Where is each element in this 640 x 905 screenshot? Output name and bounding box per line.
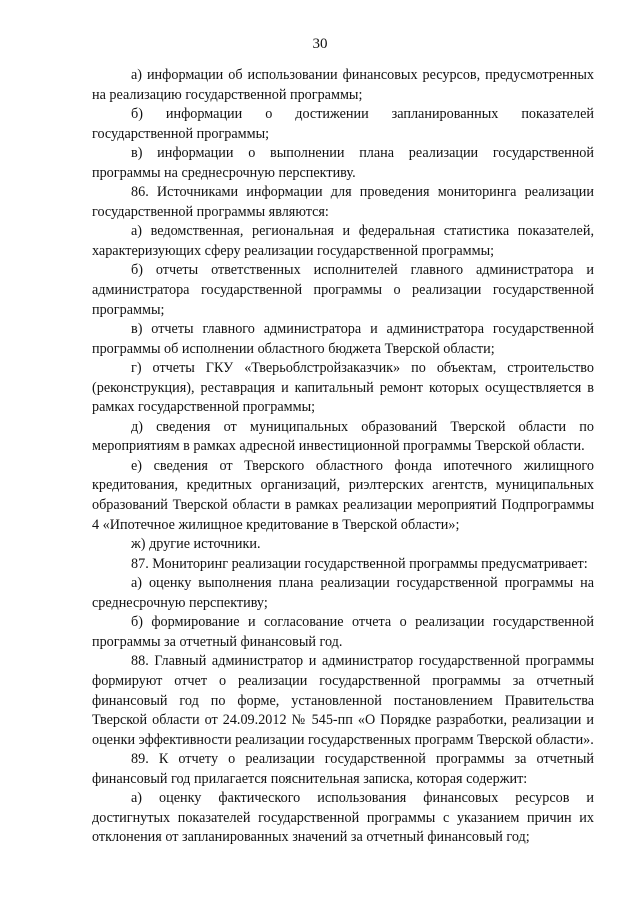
paragraph-source-municipal-data: д) сведения от муниципальных образований Тверской области по мероприятиям в рамках адресной инвестиционной программы Тверской области.	[92, 418, 594, 455]
paragraph-item-v-plan-info: в) информации о выполнении плана реализации государственной программы на среднесрочную перспективу.	[92, 145, 594, 181]
paragraph-86-sources: 86. Источниками информации для проведения мониторинга реализации государственной программы являются:	[92, 184, 594, 220]
paragraph-source-mortgage-fund: е) сведения от Тверского областного фонда ипотечного жилищного кредитования, кредитных организаций, риэлтерских агентств, муниципальных образований Тверской области в рамках реализации мероприятий Подпрограммы 4 «Ипотечное жилищное кредитование в Тверской области»;	[92, 457, 594, 533]
paragraph-source-executor-reports: б) отчеты ответственных исполнителей главного администратора и администратора государственной программы о реализации государственной программы;	[92, 262, 594, 318]
paragraph-source-other: ж) другие источники.	[131, 536, 261, 553]
paragraph-source-budget-reports: в) отчеты главного администратора и администратора государственной программы об исполнении областного бюджета Тверской области;	[92, 321, 594, 357]
paragraph-monitoring-report-approval: б) формирование и согласование отчета о реализации государственной программы за отчетный финансовый год.	[92, 614, 594, 650]
paragraph-monitoring-plan-assessment: а) оценку выполнения плана реализации государственной программы на среднесрочную перспективу;	[92, 575, 594, 611]
paragraph-item-a-financial-info: а) информации об использовании финансовых ресурсов, предусмотренных на реализацию государственной программы;	[92, 67, 594, 103]
paragraph-89-explanatory-note: 89. К отчету о реализации государственной программы за отчетный финансовый год прилагается пояснительная записка, которая содержит:	[92, 751, 594, 787]
paragraph-source-statistics: а) ведомственная, региональная и федеральная статистика показателей, характеризующих сферу реализации государственной программы;	[92, 223, 594, 259]
paragraph-88-report-form: 88. Главный администратор и администратор государственной программы формируют отчет о реализации государственной программы за отчетный финансовый год по форме, установленной постановлением Правительства Тверской области от 24.09.2012 № 545-пп «О Порядке разработки, реализации и оценки эффективности реализации государственных программ Тверской области».	[92, 653, 594, 748]
paragraph-source-gku-reports: г) отчеты ГКУ «Тверьоблстройзаказчик» по объектам, строительство (реконструкция), реставрация и капитальный ремонт которых осуществляется в рамках государственной программы;	[92, 360, 594, 416]
paragraph-87-monitoring: 87. Мониторинг реализации государственной программы предусматривает:	[131, 555, 588, 572]
paragraph-item-b-indicators-info: б) информации о достижении запланированных показателей государственной программы;	[92, 106, 594, 142]
page-number: 30	[312, 36, 328, 52]
paragraph-explanatory-assessment: а) оценку фактического использования финансовых ресурсов и достигнутых показателей государственной программы с указанием причин их отклонения от запланированных значений за отчетный финансовый год;	[92, 790, 594, 846]
document-body	[92, 66, 594, 848]
